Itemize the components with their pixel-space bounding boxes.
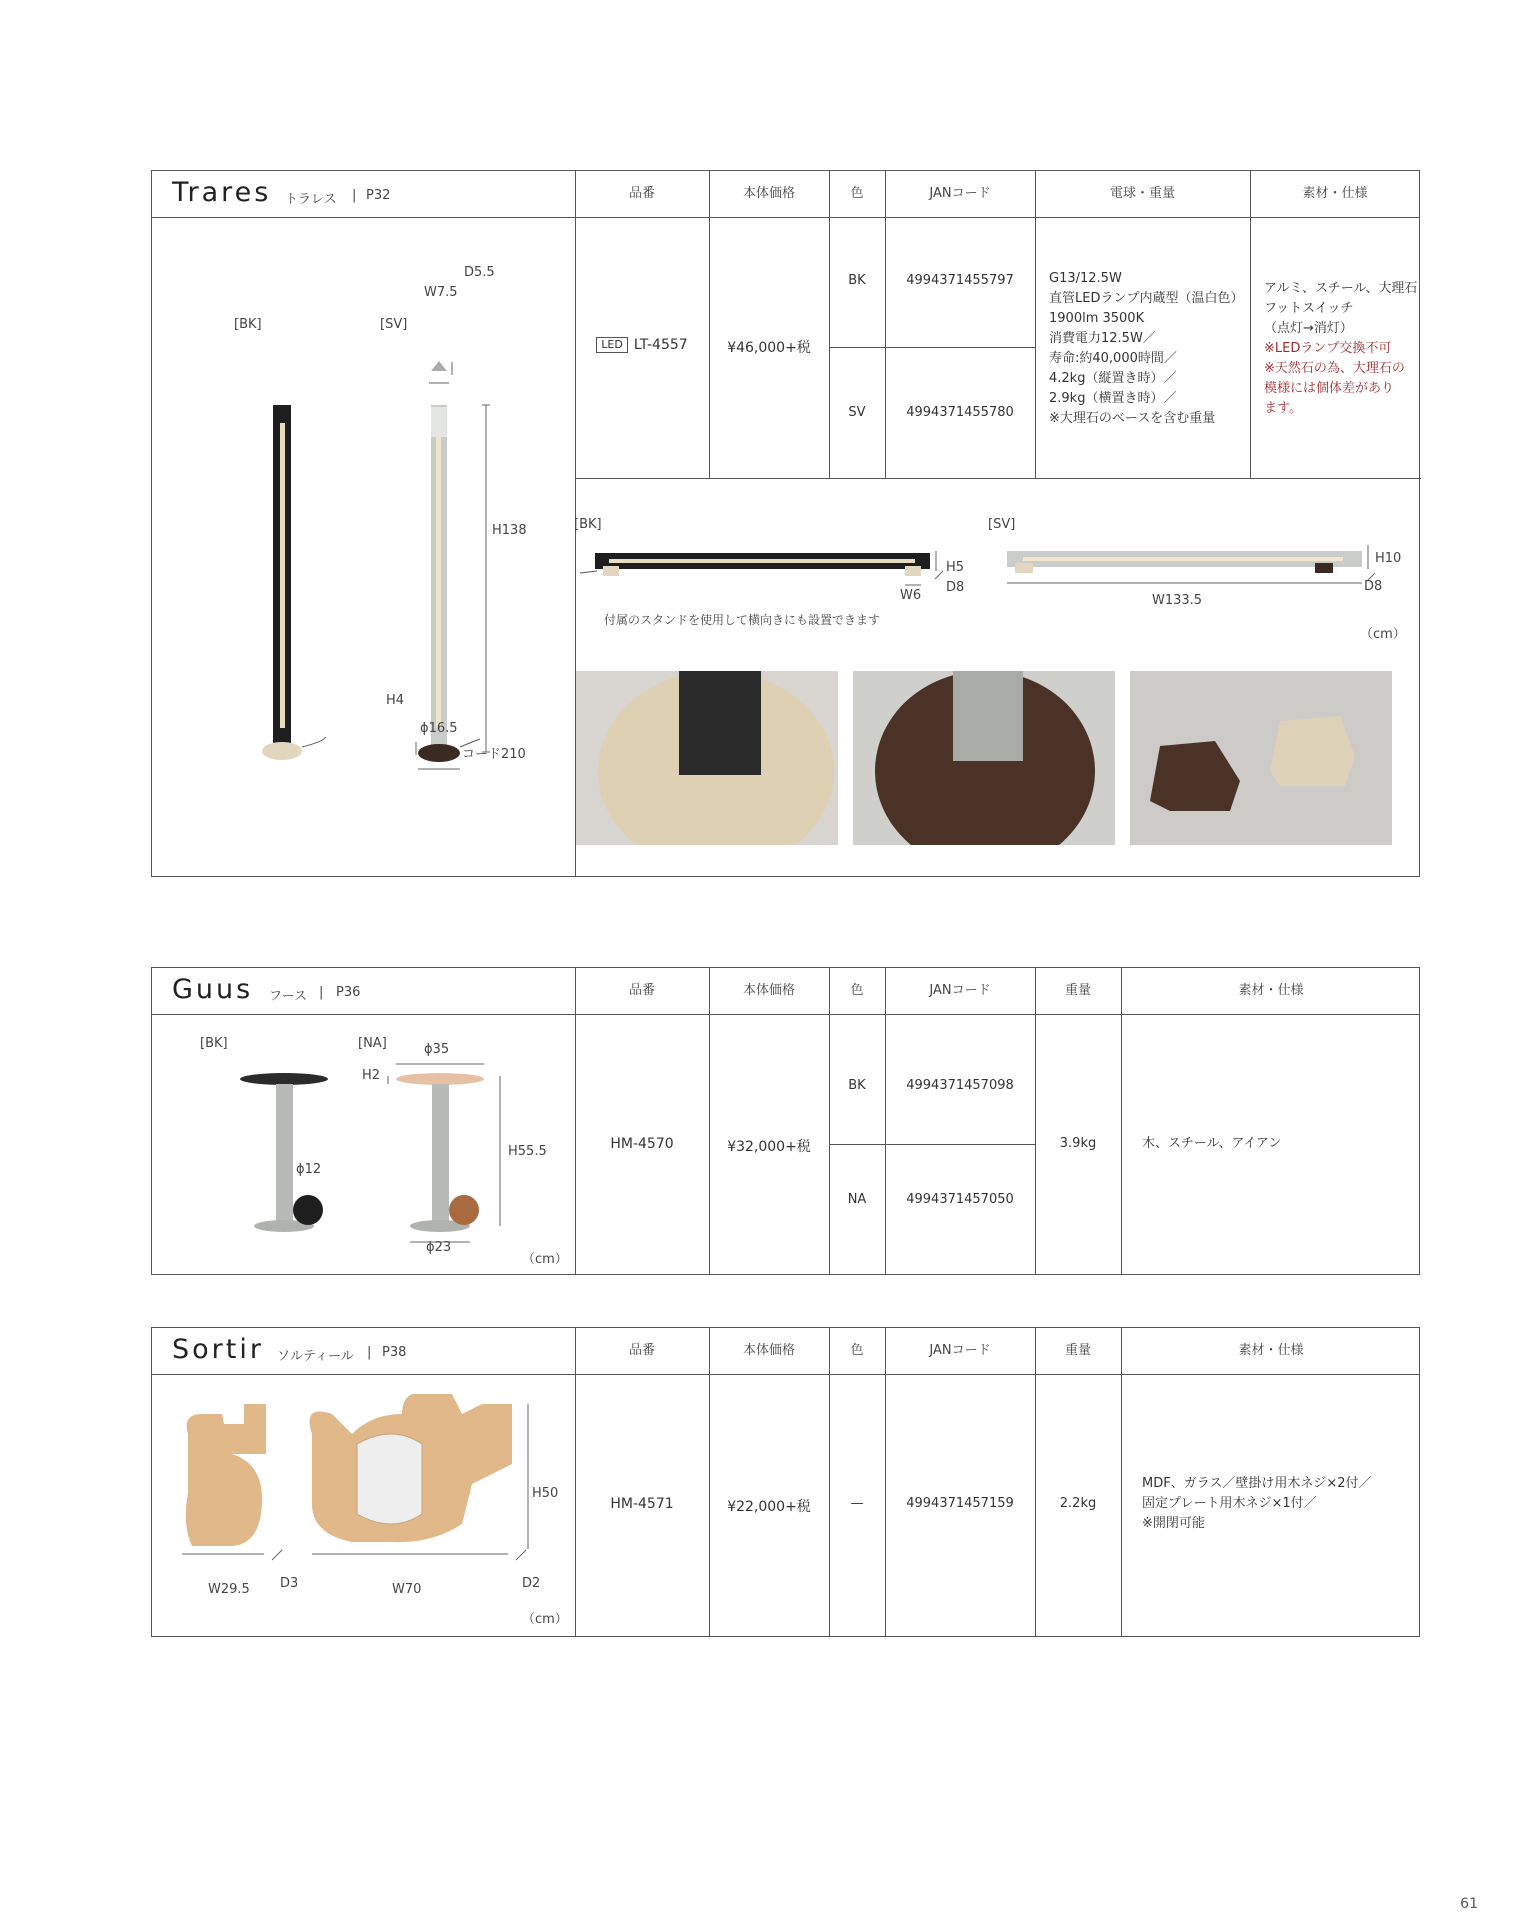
price: ¥46,000+税 <box>727 340 811 356</box>
product-name: Guus <box>172 974 254 1005</box>
weight: 3.9kg <box>1059 1136 1097 1151</box>
stand-note: 付属のスタンドを使用して横向きにも設置できます <box>604 613 881 627</box>
dim-w75: W7.5 <box>424 285 458 300</box>
col-header-material: 素材・仕様 <box>1238 1343 1304 1358</box>
col-header-color: 色 <box>850 186 864 201</box>
col-header-color: 色 <box>850 1343 864 1358</box>
col-header-price: 本体価格 <box>742 983 795 998</box>
jan-bk: 4994371455797 <box>906 273 1014 288</box>
col-header-color: 色 <box>850 983 864 998</box>
photo-bk-base <box>576 671 838 845</box>
unit-cm: （cm） <box>522 1252 568 1267</box>
product-kana: トラレス <box>285 192 337 207</box>
col-header-model: 品番 <box>628 983 655 998</box>
unit-cm: （cm） <box>522 1612 568 1627</box>
model-number: LED LT-4557 <box>575 337 709 353</box>
col-header-jan: JANコード <box>929 1343 991 1358</box>
product-name: Trares <box>172 177 272 208</box>
dim-d8: D8 <box>946 580 965 595</box>
price: ¥22,000+税 <box>727 1499 811 1515</box>
dim-d55: D5.5 <box>464 265 495 280</box>
page-ref: P36 <box>336 985 361 1000</box>
dim-h2: H2 <box>362 1068 381 1083</box>
guus-header: Guus フース | P36 <box>152 968 1419 1015</box>
trares-section <box>151 170 1420 877</box>
color-bk: BK <box>848 1078 866 1093</box>
material-spec: MDF、ガラス／壁掛け用木ネジ×2付／ 固定プレート用木ネジ×1付／ ※開閉可能 <box>1142 1476 1372 1531</box>
product-kana: ソルティール <box>277 1349 354 1364</box>
unit-cm: （cm） <box>1360 627 1406 642</box>
jan-na: 4994371457050 <box>906 1192 1014 1207</box>
bulb-spec: G13/12.5W 直管LEDランプ内蔵型（温白色） 1900lm 3500K 消費電力12.5W／ 寿命:約40,000時間／ 4.2kg（縦置き時）／ 2.9kg（横置き時）／ ※大理石のベースを含む重量 <box>1049 271 1244 426</box>
divider-bar: | <box>352 188 357 203</box>
product-kana: フース <box>269 989 307 1004</box>
label-bk: [BK] <box>234 317 262 332</box>
dim-h138: H138 <box>492 523 527 538</box>
jan-sv: 4994371455780 <box>906 405 1014 420</box>
material-spec: アルミ、スチール、大理石 フットスイッチ （点灯→消灯） ※LEDランプ交換不可 ※天然石の為、大理石の 模様には個体差があり ます。 <box>1264 281 1418 416</box>
price: ¥32,000+税 <box>727 1139 811 1155</box>
col-header-weight: 重量 <box>1064 983 1091 998</box>
page-ref: P32 <box>366 188 391 203</box>
col-header-jan: JANコード <box>929 186 991 201</box>
col-header-jan: JANコード <box>929 983 991 998</box>
col-header-bulb: 電球・重量 <box>1109 186 1175 201</box>
dim-phi165: ϕ16.5 <box>420 721 458 736</box>
model-number: HM-4571 <box>610 1496 674 1512</box>
dim-h4: H4 <box>386 693 405 708</box>
model-number: HM-4570 <box>610 1136 674 1152</box>
photo-sv-base <box>853 671 1115 845</box>
col-header-price: 本体価格 <box>742 186 795 201</box>
dim-w295: W29.5 <box>208 1582 250 1597</box>
led-tag: LED <box>596 337 628 353</box>
color: — <box>850 1496 864 1511</box>
col-header-material: 素材・仕様 <box>1238 983 1304 998</box>
col-header-weight: 重量 <box>1064 1343 1091 1358</box>
sortir-section <box>151 1327 1420 1637</box>
dim-h5: H5 <box>946 560 965 575</box>
col-header-price: 本体価格 <box>742 1343 795 1358</box>
label-na: [NA] <box>358 1036 387 1051</box>
sortir-header: Sortir ソルティール | P38 <box>152 1328 1419 1375</box>
dim-phi12: ϕ12 <box>296 1162 322 1177</box>
dim-w6: W6 <box>900 588 922 603</box>
dim-d2: D2 <box>522 1576 541 1591</box>
dim-phi23: ϕ23 <box>426 1240 452 1255</box>
page-ref: P38 <box>382 1345 407 1360</box>
dim-h555: H55.5 <box>508 1144 547 1159</box>
page-number: 61 <box>1460 1896 1478 1912</box>
cord-length: コード210 <box>462 747 526 762</box>
trares-drawing <box>152 217 575 877</box>
label-bk: [BK] <box>200 1036 228 1051</box>
col-header-model: 品番 <box>628 1343 655 1358</box>
weight: 2.2kg <box>1059 1496 1097 1511</box>
color-bk: BK <box>848 273 866 288</box>
material-spec: 木、スチール、アイアン <box>1142 1136 1282 1151</box>
dim-w70: W70 <box>392 1582 422 1597</box>
guus-section <box>151 967 1420 1275</box>
dim-h10: H10 <box>1375 551 1402 566</box>
label-bk-horizontal: [BK] <box>574 517 602 532</box>
dim-phi35: ϕ35 <box>424 1042 450 1057</box>
dim-w1335: W133.5 <box>1152 593 1203 608</box>
color-na: NA <box>847 1192 867 1207</box>
color-sv: SV <box>848 405 866 420</box>
dim-h50: H50 <box>532 1486 559 1501</box>
jan-bk: 4994371457098 <box>906 1078 1014 1093</box>
jan: 4994371457159 <box>906 1496 1014 1511</box>
col-header-model: 品番 <box>628 186 655 201</box>
label-sv-horizontal: [SV] <box>988 517 1016 532</box>
col-header-material: 素材・仕様 <box>1302 186 1368 201</box>
product-name: Sortir <box>172 1334 264 1365</box>
dim-d3: D3 <box>280 1576 299 1591</box>
dim-d8-sv: D8 <box>1364 579 1383 594</box>
horizontal-drawing <box>575 541 1421 611</box>
label-sv: [SV] <box>380 317 408 332</box>
photo-stands <box>1130 671 1392 845</box>
